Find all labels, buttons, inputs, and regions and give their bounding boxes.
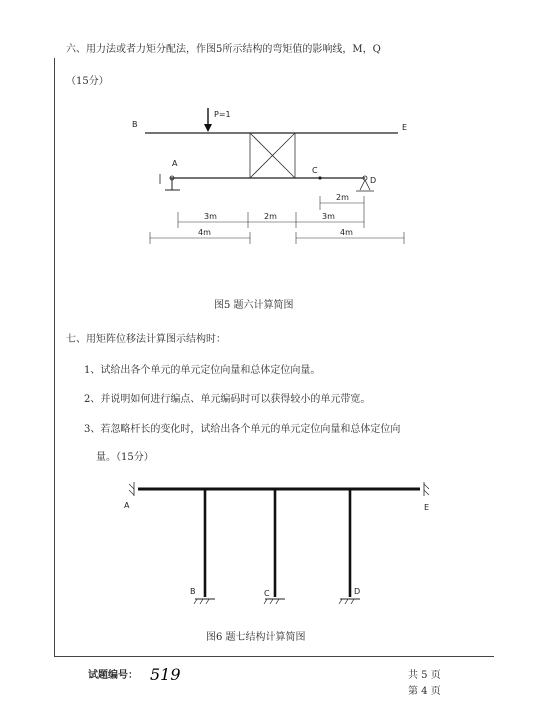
question7-item-3-continued: 量。（15分） bbox=[96, 452, 154, 463]
question7-title: 七、用矩阵位移法计算图示结构时： bbox=[66, 334, 226, 345]
node-label-A: A bbox=[172, 159, 178, 168]
dim-label-5: 4m bbox=[198, 228, 211, 237]
dim-label-3: 2m bbox=[336, 193, 349, 202]
node-label-A6: A bbox=[124, 501, 130, 510]
dim-label-4: 3m bbox=[322, 212, 335, 221]
current-page: 第 4 页 bbox=[408, 686, 441, 697]
figure6-caption: 图6 题七结构计算简图 bbox=[206, 632, 306, 643]
question7-item-1: 1、试给出各个单元的单元定位向量和总体定位向量。 bbox=[84, 365, 321, 376]
support-D-leg1 bbox=[360, 180, 365, 190]
question7-item-3: 3、若忽略杆长的变化时，试给出各个单元的单元定位向量和总体定位向 bbox=[84, 424, 401, 435]
figure5-caption: 图5 题六计算简图 bbox=[214, 300, 294, 311]
exam-code-label: 试题编号： bbox=[88, 670, 138, 681]
load-arrow-head bbox=[204, 124, 212, 132]
node-label-C6: C bbox=[264, 589, 270, 598]
question7-item-2: 2、并说明如何进行编点、单元编码时可以获得较小的单元带宽。 bbox=[84, 394, 371, 405]
node-label-D6: D bbox=[354, 587, 361, 596]
question6-score: （15分） bbox=[66, 76, 109, 87]
exam-code: 519 bbox=[150, 665, 181, 684]
node-label-E: E bbox=[402, 123, 408, 132]
node-label-E6: E bbox=[424, 503, 430, 512]
dim-label-6: 4m bbox=[340, 228, 353, 237]
node-label-C: C bbox=[312, 166, 318, 175]
dim-label-1: 3m bbox=[204, 212, 217, 221]
dim-label-2: 2m bbox=[264, 212, 277, 221]
node-label-B6: B bbox=[190, 587, 196, 596]
node-label-D: D bbox=[370, 176, 377, 185]
support-C-hinge bbox=[318, 176, 321, 179]
question6-title: 六、用力法或者力矩分配法，作图5所示结构的弯矩值的影响线，M，Q bbox=[66, 44, 381, 55]
load-label: P=1 bbox=[214, 110, 231, 119]
node-label-B: B bbox=[132, 120, 138, 129]
total-pages: 共 5 页 bbox=[408, 670, 441, 681]
